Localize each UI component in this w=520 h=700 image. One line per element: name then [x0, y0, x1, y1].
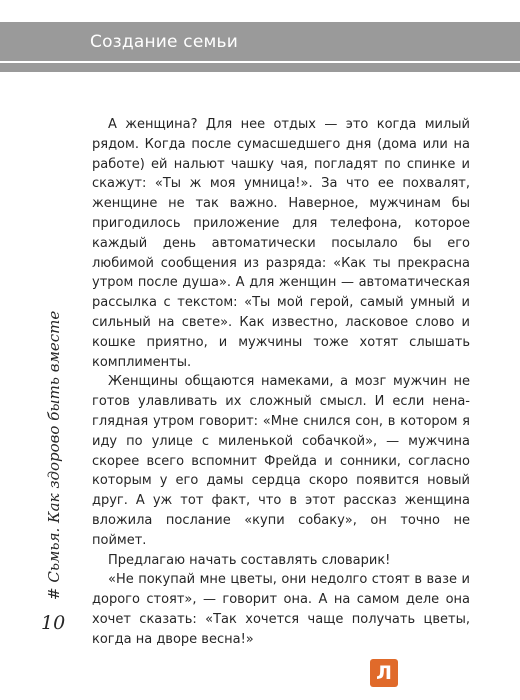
paragraph: Женщины общаются намеками, а мозг мужчин не готов улавливать их сложный смысл. И если ненаглядная утром говорит: «Мне снился сон, в котором я иду по улице с миленькой собачкой», — мужчина скорее всего вспомнит Фрейда и сонники, согласно которым у его дамы сердца скоро появится новый друг. А уж тот факт, что в этот рассказ женщина вложила послание «купи собаку», он точно не поймет.	[92, 374, 470, 548]
page-number: 10	[41, 612, 66, 634]
chapter-header-bar	[0, 22, 520, 72]
chapter-title: Создание семьи	[90, 32, 239, 52]
header-divider	[0, 61, 520, 63]
paragraph: «Не покупай мне цветы, они недолго стоят в вазе и дорого стоят», — говорит она. А на самом деле она хочет сказать: «Так хочется чаще получать цветы, когда на дворе весна!»	[92, 572, 470, 647]
publisher-logo-icon	[370, 659, 398, 687]
running-book-title: # Сьмья. Как здорово быть вместе	[45, 310, 63, 600]
paragraph: А женщина? Для нее отдых — это когда милый рядом. Когда после сумасшедшего дня (дома или на работе) ей нальют чашку чая, погладят по спинке и скажут: «Ты ж моя умница!». За что ее похвалят, женщине не так важно. Наверное, мужчинам бы пригодилось приложение для телефона, которое каждый день автоматически посылало бы его любимой сообщения из разряда: «Как ты прекрасна утром после душа». А для женщин — автоматическая рассылка с текстом: «Ты мой герой, самый умный и сильный на свете». Как известно, ласковое слово и кошке приятно, и мужчины тоже хотят слышать комплименты.	[92, 117, 470, 370]
paragraph: Предлагаю начать составлять словарик!	[108, 552, 391, 568]
logo-letter: Л	[376, 661, 392, 684]
body-text	[92, 115, 470, 650]
